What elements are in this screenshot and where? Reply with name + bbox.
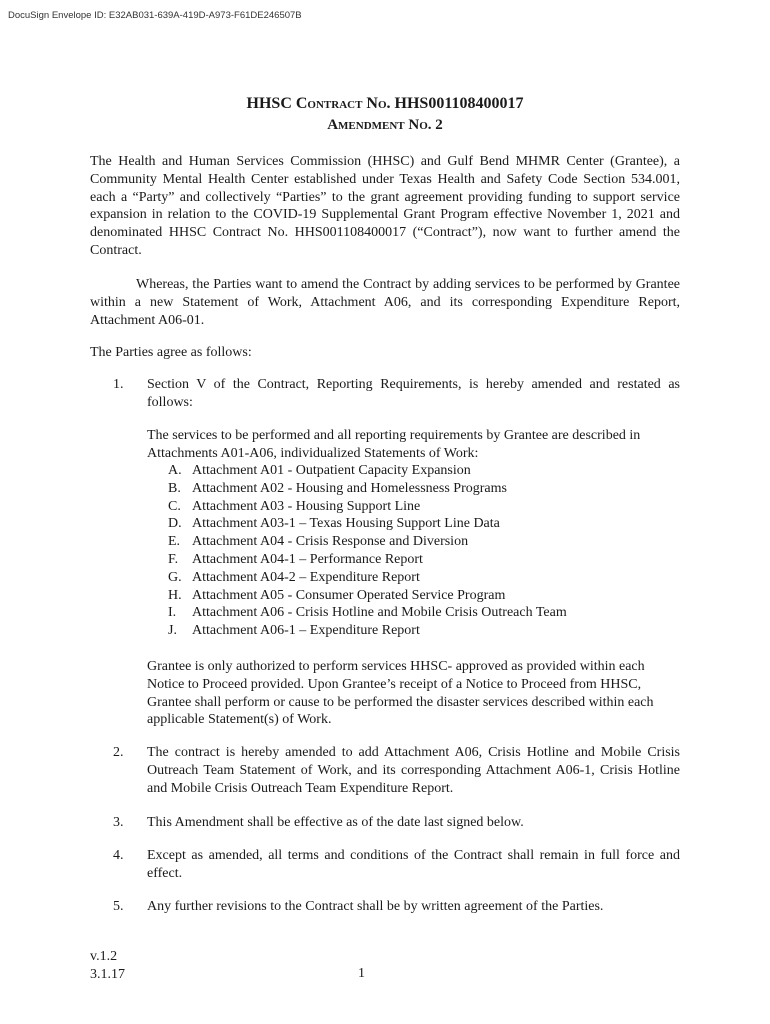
authorization-paragraph: Grantee is only authorized to perform services HHSC- approved as provided within each Notice to Proceed provided. Upon Grantee’s receipt of a Notice to Proceed from HHSC, Grantee shall perform or cause to be performed the disaster services described within each applicable Statement(s) of Work. bbox=[147, 659, 654, 728]
attachment-letter: G. bbox=[168, 569, 182, 585]
section-v-intro: The services to be performed and all reporting requirements by Grantee are described in Attachments A01-A06, individualized Statements of Work: bbox=[147, 428, 641, 461]
whereas-paragraph: Whereas, the Parties want to amend the Contract by adding services to be performed by Grantee within a new Statement of Work, Attachment A06, and its corresponding Expenditure Report, Attachment A06-01. bbox=[90, 277, 680, 328]
amendment-title: Amendment No. 2 bbox=[327, 117, 443, 133]
attachment-text: Attachment A04-2 – Expenditure Report bbox=[192, 569, 420, 585]
attachment-letter: B. bbox=[168, 480, 181, 496]
attachment-letter: H. bbox=[168, 587, 182, 603]
item-number: 3. bbox=[113, 815, 124, 830]
attachment-letter: A. bbox=[168, 463, 182, 478]
attachment-letter: D. bbox=[168, 516, 182, 532]
attachment-item bbox=[168, 533, 567, 551]
item-number: 2. bbox=[113, 745, 124, 760]
page-number: 1 bbox=[358, 966, 365, 981]
item-number: 4. bbox=[113, 848, 124, 863]
item-number: 1. bbox=[113, 377, 124, 392]
attachment-text: Attachment A03 - Housing Support Line bbox=[192, 498, 421, 514]
attachment-letter: I. bbox=[168, 605, 177, 621]
envelope-id: DocuSign Envelope ID: E32AB031-639A-419D-A973-F61DE246507B bbox=[8, 10, 302, 21]
attachment-list bbox=[168, 462, 567, 640]
contract-title: HHSC Contract No. HHS001108400017 bbox=[246, 95, 524, 112]
attachment-letter: C. bbox=[168, 498, 181, 514]
attachment-item bbox=[168, 498, 567, 516]
attachment-item bbox=[168, 462, 567, 480]
attachment-text: Attachment A02 - Housing and Homelessness Programs bbox=[192, 480, 507, 496]
attachment-item bbox=[168, 569, 567, 587]
attachment-text: Attachment A06 - Crisis Hotline and Mobile Crisis Outreach Team bbox=[192, 605, 567, 621]
attachment-text: Attachment A04-1 – Performance Report bbox=[192, 551, 423, 567]
attachment-text: Attachment A03-1 – Texas Housing Support Line Data bbox=[192, 516, 500, 532]
attachment-letter: E. bbox=[168, 534, 181, 550]
footer-version-block bbox=[90, 948, 125, 984]
intro-paragraph: The Health and Human Services Commission (HHSC) and Gulf Bend MHMR Center (Grantee), a Community Mental Health Center established under Texas Health and Safety Code Section 534.001, each a “Party” and collectively “Parties” to the grant agreement providing funding to support service expansion in relation to the COVID-19 Supplemental Grant Program effective November 1, 2021 and denominated HHSC Contract No. HHS001108400017 (“Contract”), now want to further amend the Contract. bbox=[90, 154, 680, 258]
attachment-item bbox=[168, 622, 567, 640]
footer-version: v.1.2 bbox=[90, 949, 118, 964]
attachment-text: Attachment A01 - Outpatient Capacity Expansion bbox=[192, 463, 471, 478]
attachment-letter: F. bbox=[168, 551, 179, 567]
attachment-text: Attachment A05 - Consumer Operated Service Program bbox=[192, 587, 506, 603]
agree-paragraph: The Parties agree as follows: bbox=[90, 345, 252, 360]
item-text: Except as amended, all terms and conditions of the Contract shall remain in full force and effect. bbox=[147, 848, 680, 881]
footer-date: 3.1.17 bbox=[90, 966, 125, 982]
item-text: This Amendment shall be effective as of the date last signed below. bbox=[147, 815, 524, 830]
attachment-item bbox=[168, 551, 567, 569]
attachment-letter: J. bbox=[168, 623, 177, 639]
attachment-text: Attachment A04 - Crisis Response and Diversion bbox=[192, 534, 469, 550]
item-text: Any further revisions to the Contract shall be by written agreement of the Parties. bbox=[147, 899, 604, 914]
item-number: 5. bbox=[113, 899, 124, 914]
attachment-item bbox=[168, 515, 567, 533]
item-text: Section V of the Contract, Reporting Requirements, is hereby amended and restated as follows: bbox=[147, 377, 680, 410]
attachment-text: Attachment A06-1 – Expenditure Report bbox=[192, 623, 420, 639]
attachment-item bbox=[168, 480, 567, 498]
attachment-item bbox=[168, 587, 567, 605]
item-text: The contract is hereby amended to add Attachment A06, Crisis Hotline and Mobile Crisis Outreach Team Statement of Work, and its corresponding Attachment A06-1, Crisis Hotline and Mobile Crisis Outreach Team Expenditure Report. bbox=[147, 745, 680, 796]
attachment-item bbox=[168, 604, 567, 622]
